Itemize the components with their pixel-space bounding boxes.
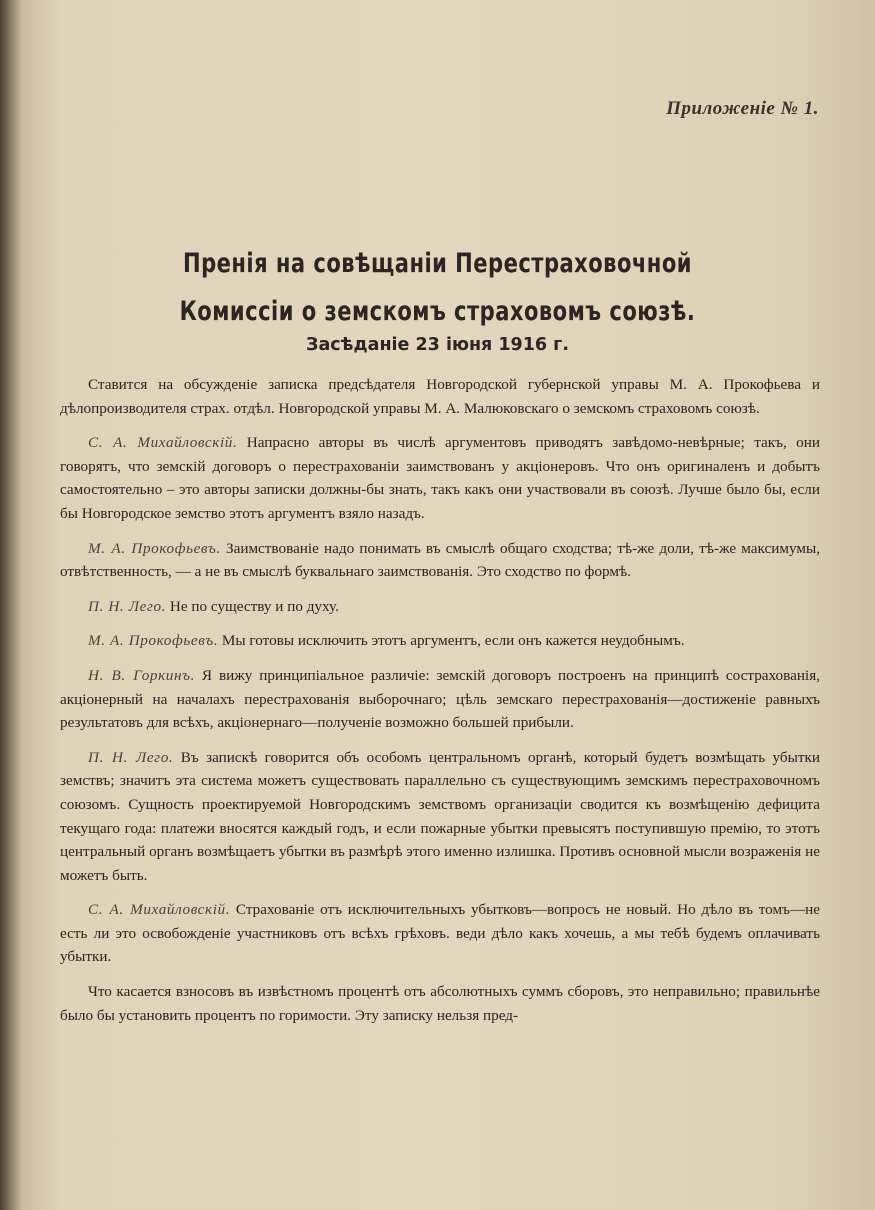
paragraph-text: Въ запискѣ говорится объ особомъ центральномъ органѣ, который будетъ возмѣщать убытки земствъ; значитъ эта система можетъ существовать параллельно съ существующимъ земскимъ перестраховочномъ союзомъ. Сущность проектируемой Новгородскимъ земствомъ организаціи сводится къ возмѣщенію дефицита текущаго года: платежи вносятся каждый годъ, и если пожарные убытки превысятъ поступившую премію, то этотъ центральный органъ возмѣщаетъ убытки въ размѣрѣ этого именно излишка. Противъ основной мысли возраженія не можетъ быть. (60, 748, 821, 884)
paragraph-text: Страхованіе отъ исключительныхъ убытковъ—вопросъ не новый. Но дѣло въ томъ—не есть ли это освобожденіе участниковъ отъ всѣхъ грѣховъ. веди дѣло какъ хочешь, а мы тебѣ будемъ оплачивать убытки. (60, 901, 820, 966)
paragraph-text: Заимствованіе надо понимать въ смыслѣ общаго сходства; тѣ-же доли, тѣ-же максимумы, отвѣтственность, — а не въ смыслѣ буквальнаго заимствованія. Это сходство по формѣ. (60, 539, 820, 581)
speaker-name: П. Н. Лего. (88, 597, 167, 615)
appendix-label: Приложеніе № 1. (666, 98, 819, 119)
paragraph (60, 664, 820, 735)
paragraph (60, 629, 820, 653)
paragraph (60, 746, 820, 888)
paragraph-text: Ставится на обсужденіе записка предсѣдателя Новгородской губернской управы М. А. Прокофьева и дѣлопроизводителя страх. отдѣл. Новгородской управы М. А. Малюковскаго о земскомъ страховомъ союзѣ. (60, 376, 820, 417)
paragraph (60, 595, 820, 619)
paragraph (60, 537, 820, 584)
paragraph (60, 898, 820, 969)
document-body (60, 373, 820, 1038)
speaker-name: М. А. Прокофьевъ. (88, 632, 219, 650)
speaker-name: М. А. Прокофьевъ. (88, 539, 221, 557)
paragraph (60, 431, 820, 525)
speaker-name: Н. В. Горкинъ. (88, 666, 195, 684)
speaker-name: С. А. Михайловскій. (88, 434, 238, 452)
paragraph-text: Напрасно авторы въ числѣ аргументовъ приводятъ завѣдомо-невѣрные; такъ, они говорятъ, что земскій договоръ о перестрахованіи заимствованъ у акціонеровъ. Что онъ оригиналенъ и добытъ самостоятельно – это авторы записки должны-бы знать, такъ какъ они участвовали въ союзѣ. Лучше было бы, если бы Новгородское земство этотъ аргументъ взяло назадъ. (60, 434, 821, 522)
paragraph-text: Мы готовы исключить этотъ аргументъ, если онъ кажется неудобнымъ. (221, 632, 685, 650)
speaker-name: П. Н. Лего. (88, 748, 174, 766)
paragraph-text: Не по существу и по духу. (169, 597, 339, 615)
speaker-name: С. А. Михайловскій. (88, 901, 231, 919)
session-date: Засѣданіе 23 іюня 1916 г. (306, 335, 569, 355)
paragraph (60, 373, 820, 420)
paragraph (60, 980, 820, 1027)
paragraph-text: Что касается взносовъ въ извѣстномъ процентѣ отъ абсолютныхъ суммъ сборовъ, это неправильно; правильнѣе было бы установить процентъ по горимости. Эту записку нельзя пред- (60, 983, 820, 1024)
page-title: Пренія на совѣщаніи Перестраховочной Комиссіи о земскомъ страховомъ союзѣ. (179, 248, 696, 327)
paragraph-text: Я вижу принципіальное различіе: земскій договоръ построенъ на принципѣ сострахованія, акціонерный на началахъ перестрахованія выборочнаго; цѣль земскаго перестрахованія—достиженіе равныхъ результатовъ для всѣхъ, акціонернаго—полученіе возможно большей прибыли. (60, 666, 820, 732)
